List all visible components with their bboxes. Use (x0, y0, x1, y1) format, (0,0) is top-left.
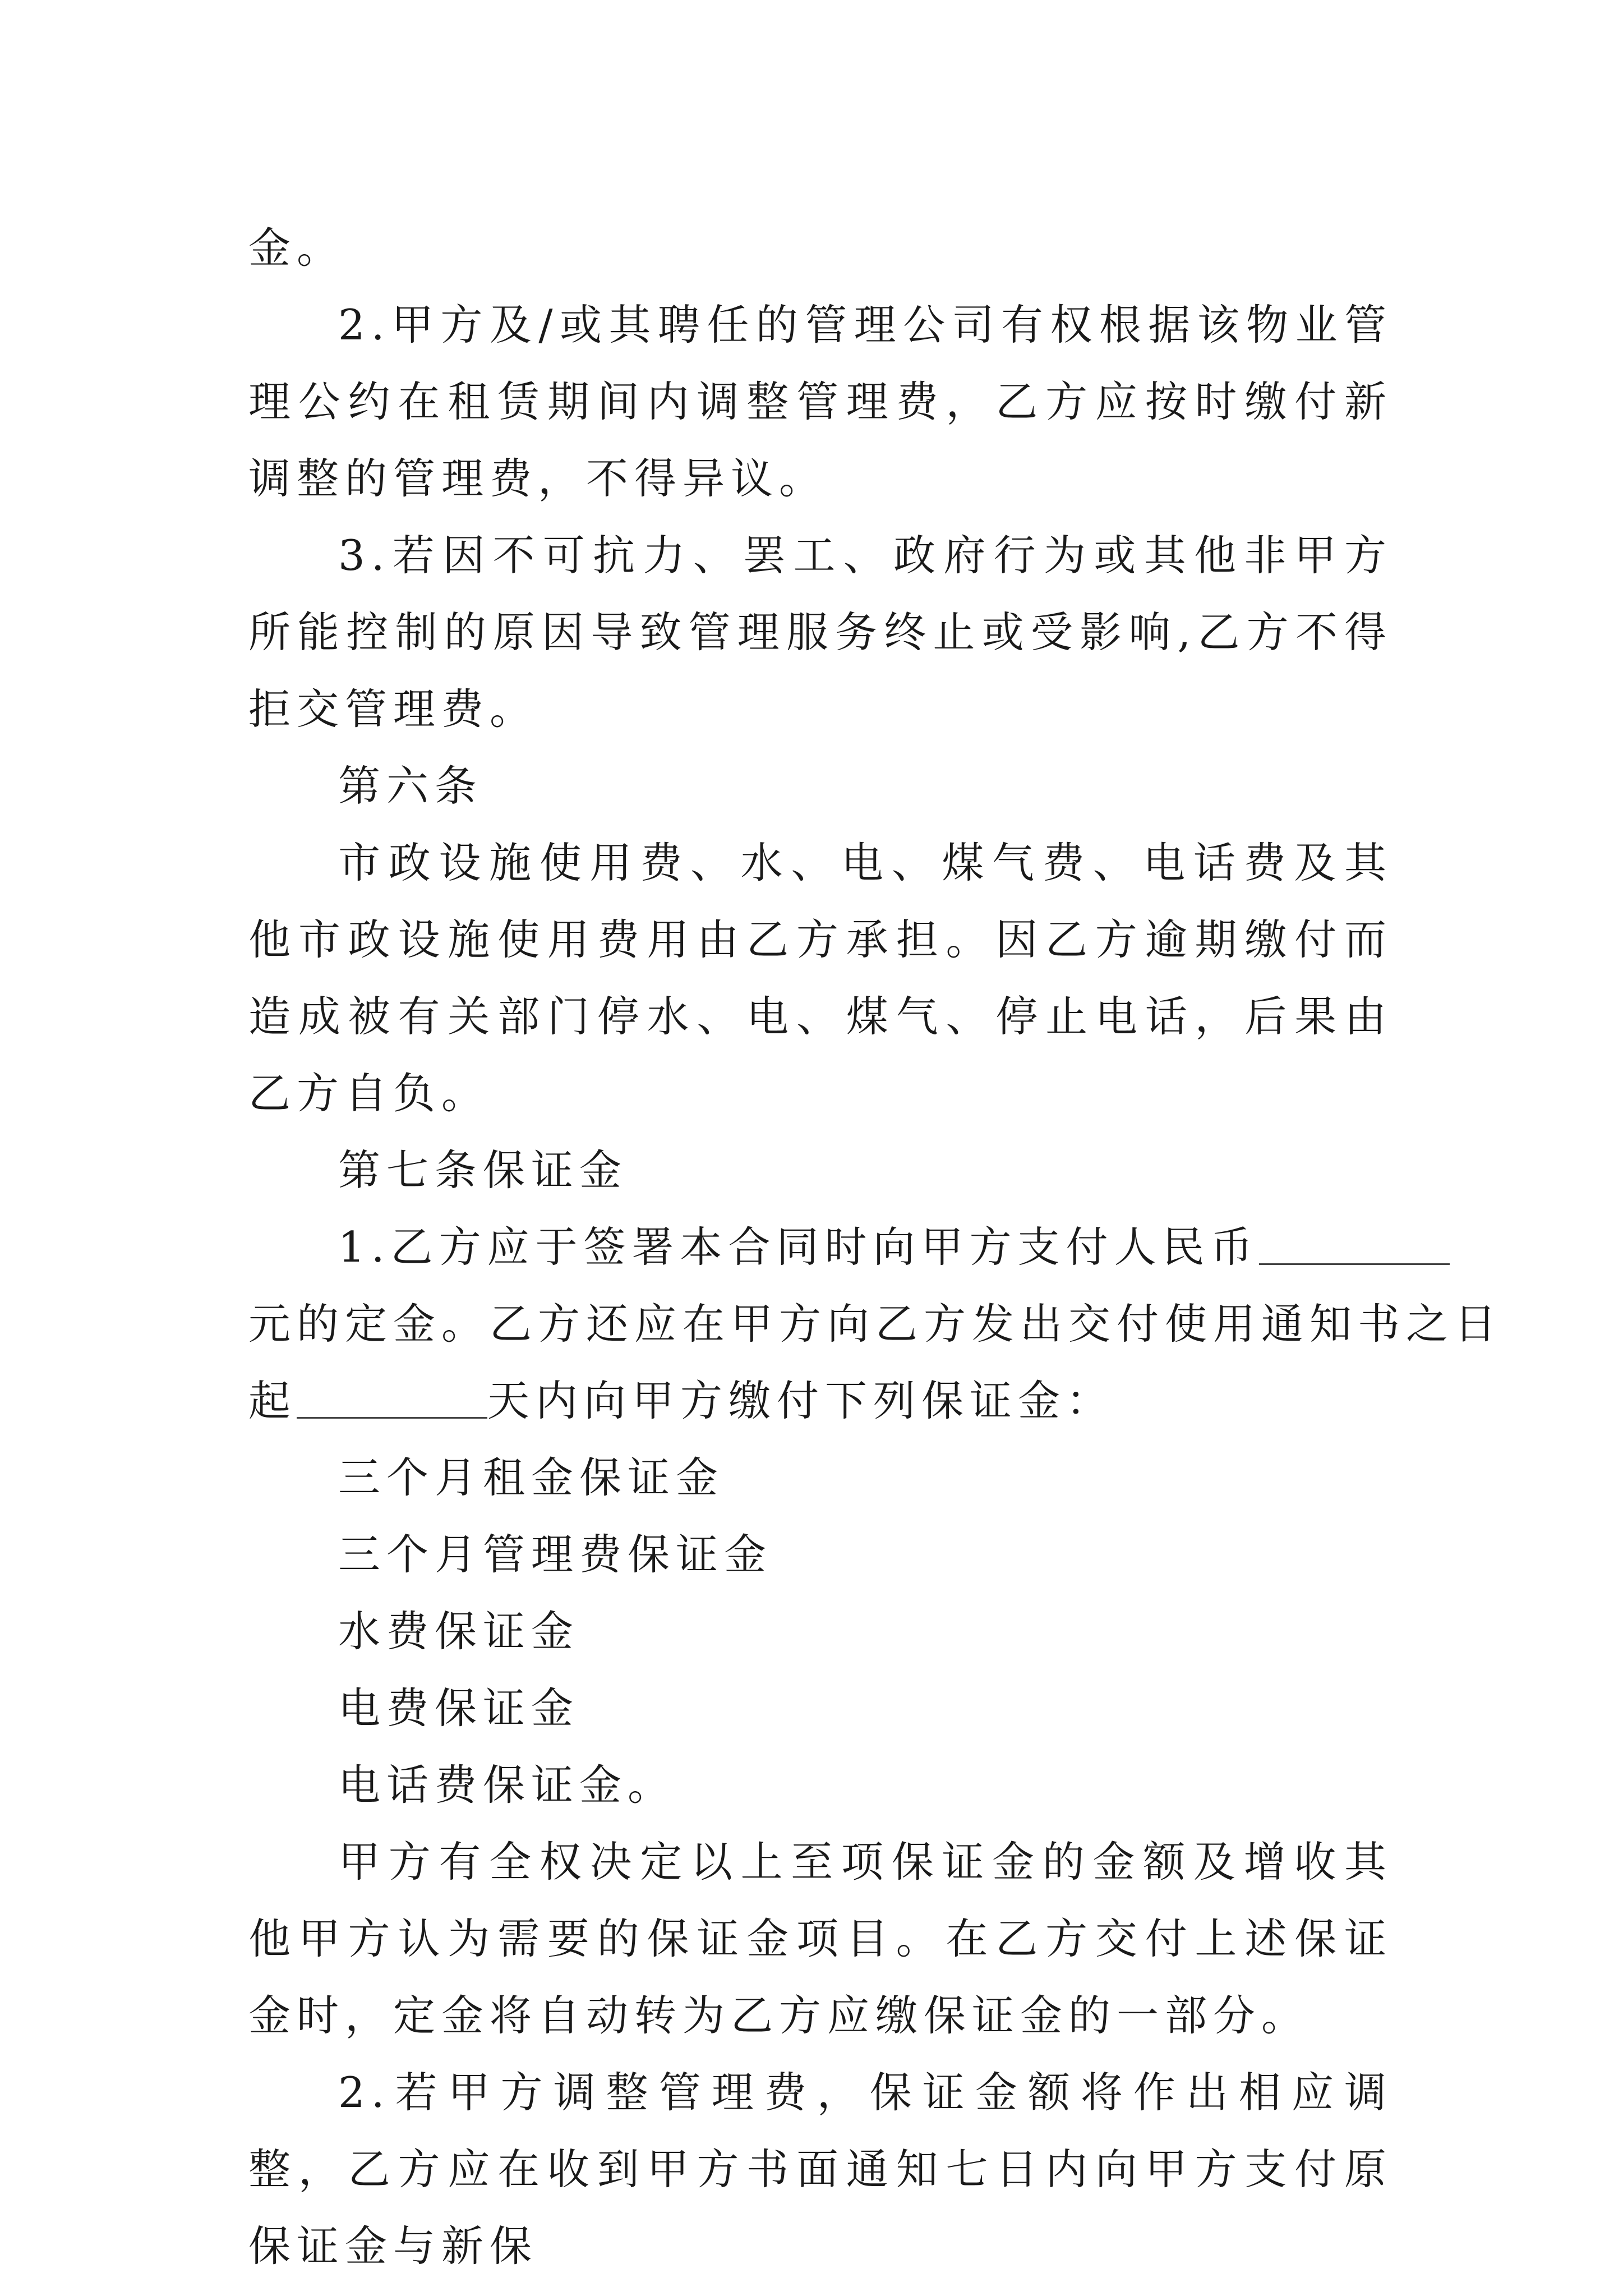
deposit-list-item: 电费保证金 (338, 1683, 580, 1733)
days-blank (297, 1378, 487, 1419)
article7-item1-text-end: 天内向甲方缴付下列保证金： (487, 1376, 1115, 1425)
article7-heading: 第七条保证金 (338, 1145, 628, 1195)
article7-item1-text-start: 起 (248, 1376, 297, 1425)
document-body (248, 210, 1503, 2285)
article6-heading: 第六条 (338, 761, 483, 811)
deposit-list-item: 三个月租金保证金 (338, 1453, 725, 1502)
continued-text-line: 金。 (248, 223, 345, 273)
article7-item1-line3 (248, 1363, 1393, 1439)
article5-item3: 3.若因不可抗力、罢工、政府行为或其他非甲方所能控制的原因导致管理服务终止或受影响,乙方不得拒交管理费。 (248, 531, 1393, 734)
article5-item2: 2.甲方及/或其聘任的管理公司有权根据该物业管理公约在租赁期间内调整管理费，乙方应按时缴付新调整的管理费，不得异议。 (248, 300, 1393, 503)
deposit-list-item: 电话费保证金。 (338, 1760, 676, 1810)
article6-body: 市政设施使用费、水、电、煤气费、电话费及其他市政设施使用费用由乙方承担。因乙方逾期缴付而造成被有关部门停水、电、煤气、停止电话，后果由乙方自负。 (248, 838, 1393, 1118)
article7-item1-text: 1.乙方应于签署本合同时向甲方支付人民币 (338, 1222, 1259, 1272)
article7-item1-line1 (248, 1209, 1393, 1286)
article7-item2: 2.若甲方调整管理费，保证金额将作出相应调整，乙方应在收到甲方书面通知七日内向甲方支付原保证金与新保 (248, 2068, 1393, 2271)
article7-item1-line2: 元的定金。乙方还应在甲方向乙方发出交付使用通知书之日 (248, 1299, 1503, 1349)
deposit-amount-blank (1259, 1224, 1450, 1265)
article7-item1-tail: 甲方有全权决定以上至项保证金的金额及增收其他甲方认为需要的保证金项目。在乙方交付上述保证金时，定金将自动转为乙方应缴保证金的一部分。 (248, 1837, 1393, 2040)
deposit-list-item: 三个月管理费保证金 (338, 1530, 773, 1579)
deposit-list-item: 水费保证金 (338, 1607, 580, 1656)
